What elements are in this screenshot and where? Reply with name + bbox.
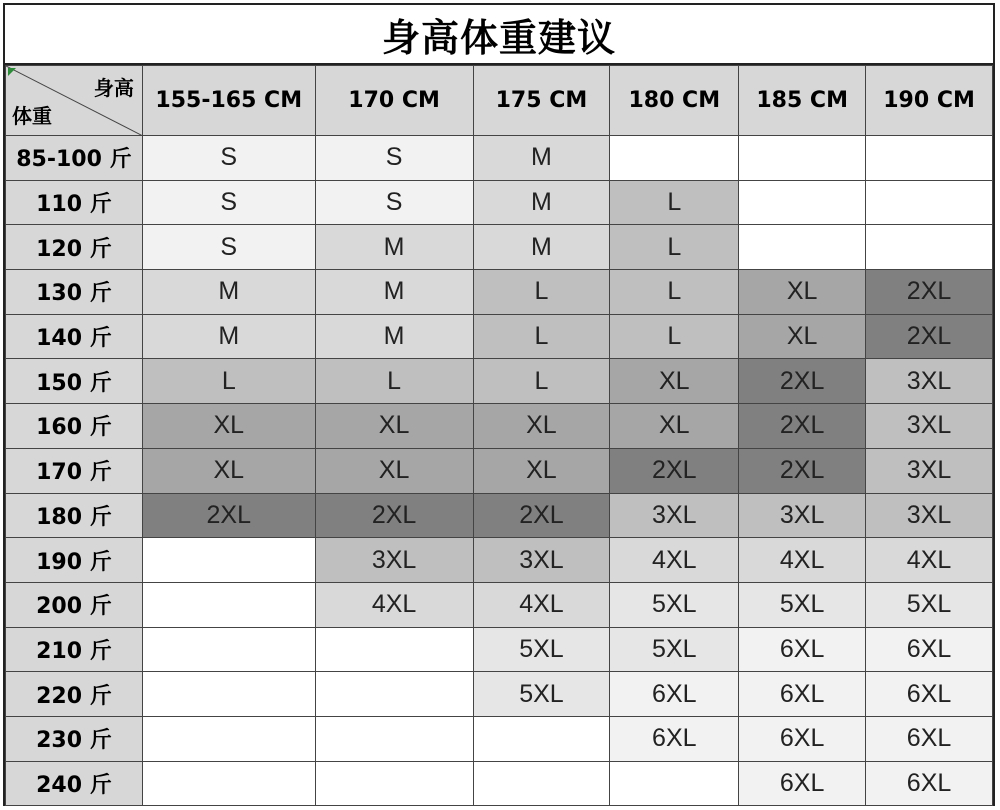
header-row: [6, 66, 993, 136]
cell-marker: [8, 68, 16, 76]
size-cell: [142, 716, 315, 761]
corner-cell: [6, 66, 143, 136]
size-cell: L: [610, 180, 739, 225]
size-cell: M: [473, 180, 610, 225]
size-cell: 3XL: [866, 359, 993, 404]
size-cell: 2XL: [610, 448, 739, 493]
row-header: 190 斤: [6, 538, 143, 583]
size-table: [5, 65, 993, 806]
size-cell: 5XL: [866, 582, 993, 627]
size-cell: 2XL: [315, 493, 473, 538]
size-cell: 2XL: [473, 493, 610, 538]
size-cell: XL: [473, 404, 610, 449]
column-header: 180 CM: [610, 66, 739, 136]
size-cell: M: [473, 225, 610, 270]
row-header: 230 斤: [6, 716, 143, 761]
size-cell: [142, 582, 315, 627]
size-cell: S: [142, 225, 315, 270]
size-cell: XL: [610, 404, 739, 449]
size-cell: 5XL: [739, 582, 866, 627]
size-cell: L: [610, 225, 739, 270]
row-header: 150 斤: [6, 359, 143, 404]
table-row: [6, 270, 993, 315]
size-cell: 4XL: [610, 538, 739, 583]
size-cell: [866, 136, 993, 181]
size-cell: [866, 180, 993, 225]
size-cell: 6XL: [866, 761, 993, 806]
size-cell: XL: [315, 448, 473, 493]
height-axis-label: 身高: [93, 76, 134, 100]
size-cell: 6XL: [610, 716, 739, 761]
size-chart-frame: [3, 3, 995, 806]
size-cell: [142, 538, 315, 583]
size-cell: 6XL: [739, 627, 866, 672]
size-cell: 6XL: [866, 672, 993, 717]
size-cell: [142, 672, 315, 717]
size-cell: 4XL: [866, 538, 993, 583]
table-row: [6, 180, 993, 225]
size-cell: M: [315, 225, 473, 270]
size-cell: [315, 716, 473, 761]
size-cell: 4XL: [473, 582, 610, 627]
column-header: 170 CM: [315, 66, 473, 136]
size-cell: 3XL: [866, 448, 993, 493]
row-header: 170 斤: [6, 448, 143, 493]
size-cell: M: [142, 270, 315, 315]
column-header: 155-165 CM: [142, 66, 315, 136]
size-cell: 6XL: [866, 627, 993, 672]
size-cell: [739, 136, 866, 181]
size-cell: L: [473, 314, 610, 359]
size-cell: [315, 761, 473, 806]
row-header: 140 斤: [6, 314, 143, 359]
size-cell: [473, 716, 610, 761]
table-row: [6, 672, 993, 717]
row-header: 130 斤: [6, 270, 143, 315]
size-cell: 3XL: [315, 538, 473, 583]
size-cell: 2XL: [739, 404, 866, 449]
table-row: [6, 404, 993, 449]
size-cell: XL: [473, 448, 610, 493]
size-cell: XL: [739, 314, 866, 359]
size-cell: 6XL: [866, 716, 993, 761]
size-cell: L: [473, 270, 610, 315]
size-cell: 2XL: [739, 448, 866, 493]
size-cell: S: [315, 136, 473, 181]
size-cell: [610, 761, 739, 806]
table-row: [6, 582, 993, 627]
size-cell: M: [142, 314, 315, 359]
size-cell: L: [610, 314, 739, 359]
row-header: 200 斤: [6, 582, 143, 627]
size-cell: 3XL: [739, 493, 866, 538]
size-cell: S: [142, 136, 315, 181]
size-cell: [473, 761, 610, 806]
size-cell: [610, 136, 739, 181]
column-header: 190 CM: [866, 66, 993, 136]
size-cell: 3XL: [473, 538, 610, 583]
size-cell: XL: [142, 448, 315, 493]
row-header: 160 斤: [6, 404, 143, 449]
size-cell: [142, 761, 315, 806]
size-cell: 5XL: [610, 627, 739, 672]
size-cell: [315, 627, 473, 672]
size-cell: [866, 225, 993, 270]
size-cell: [315, 672, 473, 717]
table-row: [6, 225, 993, 270]
size-cell: M: [315, 270, 473, 315]
row-header: 110 斤: [6, 180, 143, 225]
size-cell: S: [315, 180, 473, 225]
size-cell: 6XL: [739, 761, 866, 806]
size-cell: [739, 225, 866, 270]
size-cell: [739, 180, 866, 225]
size-cell: 2XL: [866, 314, 993, 359]
size-cell: 4XL: [315, 582, 473, 627]
size-cell: 3XL: [866, 404, 993, 449]
table-row: [6, 359, 993, 404]
size-cell: L: [473, 359, 610, 404]
table-row: [6, 538, 993, 583]
size-cell: 3XL: [610, 493, 739, 538]
table-row: [6, 493, 993, 538]
size-cell: 3XL: [866, 493, 993, 538]
size-cell: L: [610, 270, 739, 315]
size-cell: L: [142, 359, 315, 404]
size-cell: XL: [610, 359, 739, 404]
size-cell: 2XL: [142, 493, 315, 538]
size-cell: 5XL: [473, 672, 610, 717]
size-cell: M: [473, 136, 610, 181]
size-cell: 2XL: [739, 359, 866, 404]
column-header: 185 CM: [739, 66, 866, 136]
size-cell: 2XL: [866, 270, 993, 315]
size-cell: XL: [739, 270, 866, 315]
size-cell: L: [315, 359, 473, 404]
table-row: [6, 761, 993, 806]
size-cell: 6XL: [739, 716, 866, 761]
table-row: [6, 716, 993, 761]
table-row: [6, 627, 993, 672]
page-title: 身高体重建议: [5, 5, 993, 65]
size-cell: XL: [142, 404, 315, 449]
table-row: [6, 314, 993, 359]
size-cell: 6XL: [739, 672, 866, 717]
size-cell: 5XL: [610, 582, 739, 627]
size-cell: 6XL: [610, 672, 739, 717]
table-row: [6, 136, 993, 181]
row-header: 220 斤: [6, 672, 143, 717]
row-header: 120 斤: [6, 225, 143, 270]
size-cell: [142, 627, 315, 672]
table-row: [6, 448, 993, 493]
size-cell: M: [315, 314, 473, 359]
size-cell: XL: [315, 404, 473, 449]
size-table-body: [6, 136, 993, 806]
size-cell: 5XL: [473, 627, 610, 672]
row-header: 85-100 斤: [6, 136, 143, 181]
row-header: 240 斤: [6, 761, 143, 806]
size-cell: 4XL: [739, 538, 866, 583]
weight-axis-label: 体重: [12, 104, 52, 128]
row-header: 210 斤: [6, 627, 143, 672]
size-cell: S: [142, 180, 315, 225]
row-header: 180 斤: [6, 493, 143, 538]
column-header: 175 CM: [473, 66, 610, 136]
